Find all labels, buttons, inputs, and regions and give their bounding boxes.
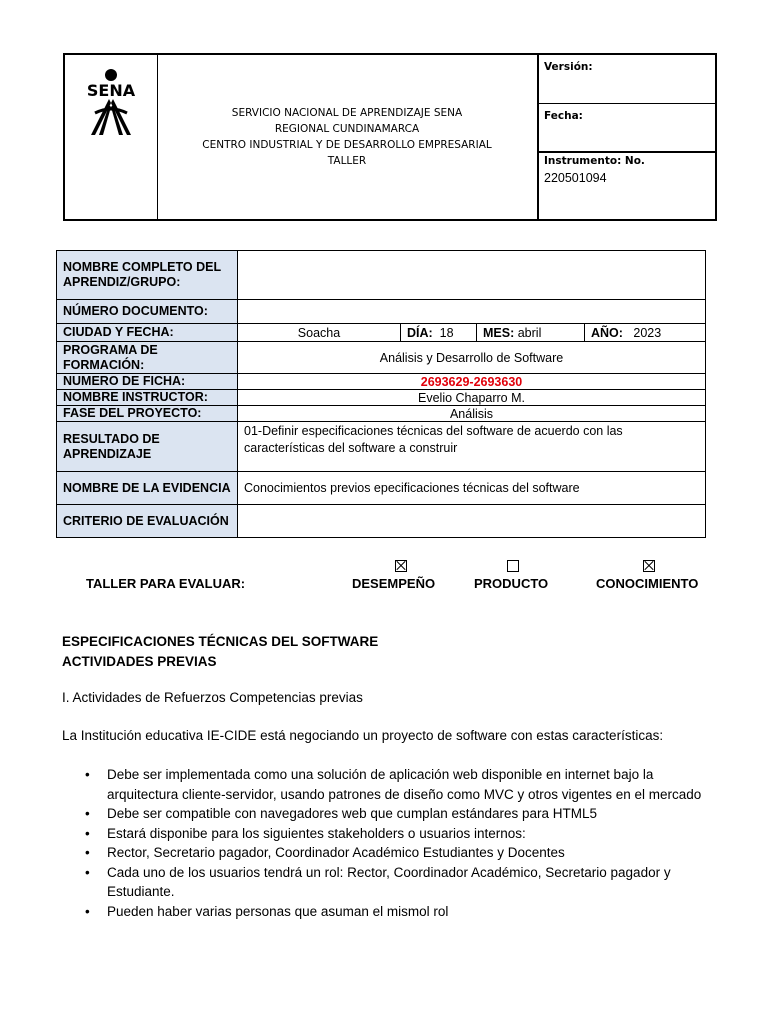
- list-item: • Cada uno de los usuarios tendrá un rol: Rector, Coordinador Académico, Secretario pagador y Estudiante.: [82, 863, 722, 902]
- section-subtitle: ACTIVIDADES PREVIAS: [62, 654, 217, 669]
- table-row: [57, 406, 706, 422]
- table-row: [57, 422, 706, 472]
- document-header: [63, 53, 717, 221]
- sena-logo-graphic: [65, 55, 157, 219]
- resultado-label: RESULTADO DE APRENDIZAJE: [57, 422, 238, 472]
- version-cell: [539, 55, 715, 104]
- section-heading: I. Actividades de Refuerzos Competencias previas: [62, 690, 363, 705]
- evidencia-label: NOMBRE DE LA EVIDENCIA: [57, 472, 238, 505]
- conocimiento-label: CONOCIMIENTO: [596, 576, 699, 591]
- ficha-label: NUMERO DE FICHA:: [57, 374, 238, 390]
- dia-cell: [401, 324, 477, 341]
- anio-cell: [585, 324, 705, 341]
- logo-text: SENA: [86, 81, 136, 100]
- version-label: Versión:: [544, 61, 593, 73]
- table-row: [57, 342, 706, 374]
- instrumento-value: 220501094: [544, 171, 607, 185]
- learner-info-table: [56, 250, 706, 538]
- desempeno-label: DESEMPEÑO: [352, 576, 436, 591]
- intro-paragraph: La Institución educativa IE-CIDE está negociando un proyecto de software con estas características:: [62, 728, 664, 743]
- documento-value: [238, 300, 706, 324]
- instructor-label: NOMBRE INSTRUCTOR:: [57, 390, 238, 406]
- programa-label: PROGRAMA DE FORMACIÓN:: [57, 342, 238, 374]
- list-item: • Estará disponibe para los siguientes stakeholders o usuarios internos:: [82, 824, 722, 844]
- dia-label: DÍA:: [407, 325, 433, 340]
- anio-label: AÑO:: [591, 325, 623, 340]
- ficha-value: 2693629-2693630: [238, 374, 706, 390]
- table-row: [57, 324, 706, 342]
- nombre-label: NOMBRE COMPLETO DEL APRENDIZ/GRUPO:: [57, 251, 238, 300]
- evidencia-value: Conocimientos previos epecificaciones técnicas del software: [238, 472, 706, 505]
- list-item: • Rector, Secretario pagador, Coordinador Académico Estudiantes y Docentes: [82, 843, 722, 863]
- instrumento-label: Instrumento: No.: [544, 155, 645, 167]
- mes-value: abril: [517, 325, 542, 340]
- desempeno-checkbox[interactable]: [395, 560, 407, 572]
- mes-cell: [477, 324, 585, 341]
- list-item: • Pueden haber varias personas que asuman el mismol rol: [82, 902, 722, 922]
- criterio-value: [238, 505, 706, 538]
- fecha-cell: [539, 104, 715, 153]
- mes-label: MES:: [483, 325, 515, 340]
- section-title: ESPECIFICACIONES TÉCNICAS DEL SOFTWARE: [62, 634, 379, 649]
- fase-label: FASE DEL PROYECTO:: [57, 406, 238, 422]
- ciudad-label: CIUDAD Y FECHA:: [57, 324, 238, 342]
- table-row: [57, 505, 706, 538]
- header-line-1: SERVICIO NACIONAL DE APRENDIZAJE SENA: [231, 107, 463, 119]
- conocimiento-checkbox[interactable]: [643, 560, 655, 572]
- producto-label: PRODUCTO: [474, 576, 549, 591]
- dia-value: 18: [439, 325, 454, 340]
- list-item: • Debe ser compatible con navegadores web que cumplan estándares para HTML5: [82, 804, 722, 824]
- instrumento-cell: [539, 153, 715, 219]
- table-row: [57, 472, 706, 505]
- table-row: [57, 300, 706, 324]
- instructor-value: Evelio Chaparro M.: [238, 390, 706, 406]
- documento-label: NÚMERO DOCUMENTO:: [57, 300, 238, 324]
- fase-value: Análisis: [238, 406, 706, 422]
- header-title-block: [157, 55, 539, 219]
- sena-logo: [65, 55, 158, 219]
- list-item: • Debe ser implementada como una solución de aplicación web disponible en internet bajo la arquitectura cliente-servidor, usando patrones de diseño como MVC y otros vigentes en el mercado: [82, 765, 722, 804]
- header-line-2: REGIONAL CUNDINAMARCA: [274, 123, 420, 135]
- producto-checkbox[interactable]: [507, 560, 519, 572]
- header-line-3: CENTRO INDUSTRIAL Y DE DESARROLLO EMPRESARIAL: [202, 139, 492, 151]
- requirements-list: [82, 765, 722, 921]
- criterio-label: CRITERIO DE EVALUACIÓN: [57, 505, 238, 538]
- taller-label: TALLER PARA EVALUAR:: [86, 576, 246, 591]
- ciudad-fecha-cell: [238, 324, 706, 342]
- resultado-value: 01-Definir especificaciones técnicas del software de acuerdo con las características del software a construir: [238, 422, 706, 472]
- fecha-label: Fecha:: [544, 110, 583, 122]
- header-line-4: TALLER: [327, 155, 367, 167]
- ciudad-value: Soacha: [238, 324, 401, 341]
- table-row: [57, 251, 706, 300]
- table-row: [57, 374, 706, 390]
- programa-value: Análisis y Desarrollo de Software: [238, 342, 706, 374]
- nombre-value: [238, 251, 706, 300]
- table-row: [57, 390, 706, 406]
- anio-value: 2023: [633, 325, 662, 340]
- header-meta: [539, 55, 715, 219]
